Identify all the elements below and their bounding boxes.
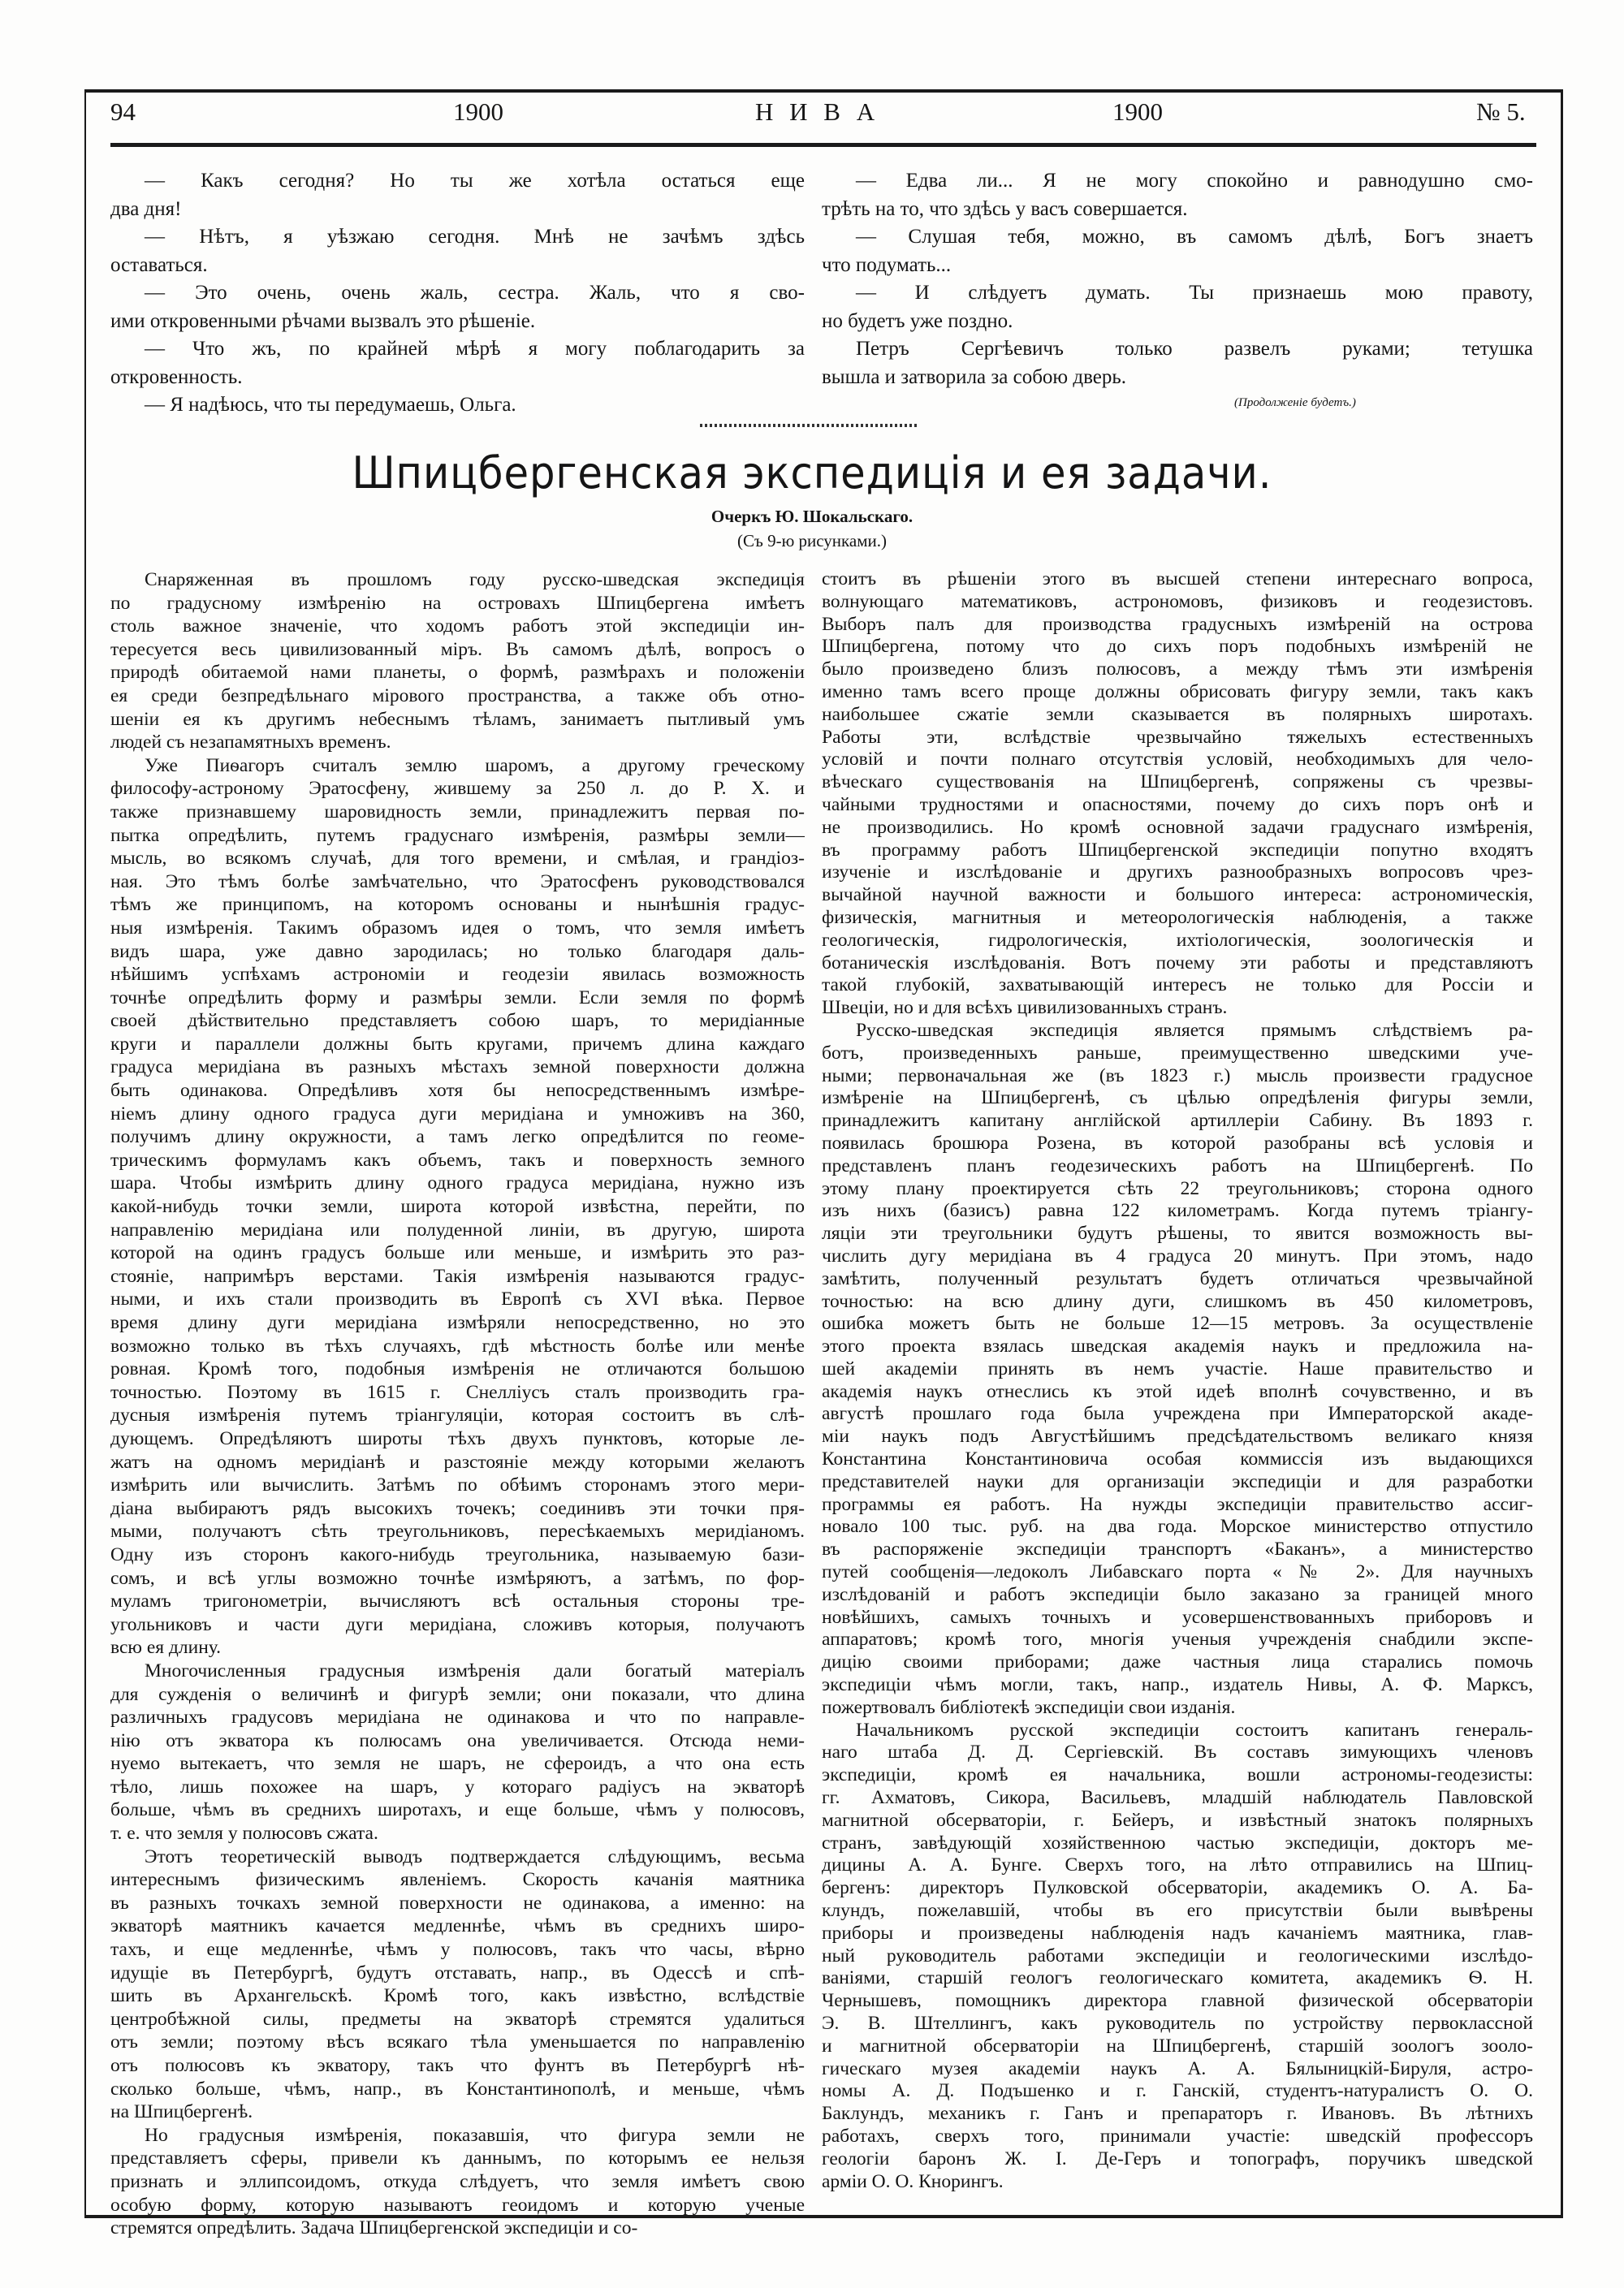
issue-number: № 5. (1476, 97, 1526, 126)
article-line: Снаряженная въ прошломъ году русско-шведская экспедиція (145, 569, 805, 590)
article-line: представляетъ сферы, привели къ даннымъ, по которымъ ее нельзя (110, 2148, 805, 2169)
article-line: геологическія, гидрологическія, ихтіологическія, зоологическія и (822, 929, 1533, 951)
article-paragraph (110, 1846, 805, 2124)
article-line: жатъ на одномъ меридіанѣ и разстояніе между которыми желаютъ (110, 1451, 805, 1473)
header-year-right: 1900 (1112, 97, 1163, 126)
article-byline: Очеркъ Ю. Шокальскаго. (710, 507, 914, 526)
article-line: различныхъ градусовъ меридіана не одинакова и что по направле- (110, 1707, 805, 1729)
article-line: сколько больше, чѣмъ, напр., въ Константинополѣ, и меньше, чѣмъ (110, 2078, 805, 2100)
article-line: ошибка можетъ быть не больше 12—15 метровъ. За осуществленіе (822, 1313, 1533, 1335)
article-line: номы А. Д. Подъшенко и г. Ганскій, студентъ-натуралистъ О. О. (822, 2080, 1533, 2102)
dialog-line: — Это очень, очень жаль, сестра. Жаль, что я сво- (145, 282, 805, 304)
article-line: Шпицбергена, потому что до сихъ поръ подобныхъ измѣреній не (822, 636, 1533, 658)
article-line: бергенъ: директоръ Пулковской обсерваторіи, академикъ О. А. Ба- (822, 1877, 1533, 1899)
section-divider (700, 424, 919, 427)
article-line: изученіе и изслѣдованіе и другихъ разнообразныхъ вопросовъ чрез- (822, 861, 1533, 883)
article-line: изслѣдованій и работъ экспедиціи было заказано за границей много (822, 1583, 1533, 1605)
article-line: этому плану проектируется сѣть 22 треугольниковъ; сторона одного (822, 1177, 1533, 1199)
article-line: принадлежитъ капитану англійской артиллеріи Сабину. Въ 1893 г. (822, 1110, 1533, 1132)
dialog-line: — Какъ сегодня? Но ты же хотѣла остаться еще (145, 170, 805, 192)
frame-right-rule (1561, 89, 1563, 2218)
article-right-column (822, 568, 1533, 2193)
dialog-paragraph (110, 167, 805, 223)
dialog-line: — Слушая тебя, можно, въ самомъ дѣлѣ, Богъ знаетъ (856, 226, 1533, 248)
article-title: Шпицбергенская экспедиція и ея задачи. (352, 447, 1272, 499)
article-line: ная. Это тѣмъ болѣе замѣчательно, что Эратосфенъ руководствовался (110, 870, 805, 892)
article-line: экваторѣ маятникъ качается медленнѣе, чѣмъ въ среднихъ широ- (110, 1915, 805, 1937)
article-line: круги и параллели должны быть кругами, причемъ длина каждаго (110, 1033, 805, 1055)
article-line: экспедиціи, кромѣ ея начальника, вошли астрономы-геодезисты: (822, 1764, 1533, 1786)
article-line: больше, чѣмъ въ среднихъ широтахъ, и еще больше, чѣмъ у полюсовъ, (110, 1799, 805, 1821)
article-line: программы ея работъ. На нужды экспедиціи правительство ассиг- (822, 1493, 1533, 1515)
article-line: приборы и произведены наблюденія надъ качаніемъ маятника, глав- (822, 1922, 1533, 1944)
article-line: какой-нибудь точки земли, широта которой извѣстна, перейти, по (110, 1196, 805, 1218)
article-line: шей академіи принять въ немъ участіе. Наше правительство и (822, 1358, 1533, 1379)
article-line: представителей науки для организаціи экспедиціи и для разработки (822, 1470, 1533, 1492)
article-paragraph (110, 1660, 805, 1846)
article-line: Начальникомъ русской экспедиціи состоитъ капитанъ генераль- (856, 1719, 1533, 1741)
article-line: работахъ, сверхъ того, принимали участіе: шведскій профессоръ (822, 2125, 1533, 2147)
article-line: своей дѣйствительно представляетъ собою шаръ, то меридіанные (110, 1010, 805, 1032)
article-line: новѣйшихъ, самыхъ точныхъ и усовершенствованныхъ приборовъ и (822, 1606, 1533, 1628)
article-line: всю ея длину. (110, 1637, 222, 1659)
article-line: для сужденія о величинѣ и фигурѣ земли; они показали, что длина (110, 1683, 805, 1705)
article-line: Выборъ палъ для производства градусныхъ измѣреній на острова (822, 613, 1533, 635)
article-illustrations-note: (Съ 9-ю рисунками.) (736, 531, 888, 550)
article-line: вычайной научной важности и большого интереса: астрономическія, (822, 884, 1533, 906)
dialog-left-column (110, 167, 805, 420)
article-line: измѣреніе на Шпицбергенѣ, съ цѣлью опредѣленія фигуры земли, (822, 1087, 1533, 1109)
article-line: центробѣжной силы, предметы на экваторѣ стремятся удалиться (110, 2008, 805, 2030)
article-line: такой глубокій, захватывающій интересъ не только для Россіи и (822, 974, 1533, 996)
article-paragraph (110, 568, 805, 754)
article-line: пытка опредѣлить, путемъ градуснаго измѣренія, размѣры земли— (110, 824, 805, 846)
article-line: шить въ Архангельскѣ. Кромѣ того, какъ извѣстно, вслѣдствіе (110, 1985, 805, 2007)
article-line: дусныя измѣренія путемъ тріангуляціи, которая состоитъ въ слѣ- (110, 1405, 805, 1427)
article-line: міи наукъ подъ Августѣйшимъ предсѣдательствомъ великаго князя (822, 1426, 1533, 1448)
article-line: экспедиціи чѣмъ могли, такъ, напр., издатель Нивы, А. Ф. Марксъ, (822, 1674, 1533, 1696)
article-line: мыми, получаютъ сѣть треугольниковъ, пересѣкаемыхъ меридіаномъ. (110, 1521, 805, 1543)
article-line: которой на одинъ градусъ больше или меньше, и измѣрить это раз- (110, 1242, 805, 1264)
dialog-line: — Что жъ, по крайней мѣрѣ я могу поблагодарить за (145, 338, 805, 360)
article-line: въ программу работъ Шпицбергенской экспедиціи попутно входятъ (822, 839, 1533, 861)
article-line: шеніи ея къ другимъ небеснымъ тѣламъ, занимаетъ пытливый умъ (110, 708, 805, 730)
article-line: ваніями, старшій геологъ геологическаго комитета, академикъ Ѳ. Н. (822, 1967, 1533, 1989)
header-rule (110, 143, 1536, 147)
article-paragraph (822, 1020, 1533, 1720)
dialog-line: — Нѣтъ, я уѣзжаю сегодня. Мнѣ не зачѣмъ здѣсь (145, 226, 805, 248)
article-line: въ разныхъ точкахъ земной поверхности не одинакова, а именно: на (110, 1892, 805, 1914)
article-line: особую форму, которую называютъ геоидомъ и которую ученые (110, 2194, 805, 2216)
article-line: Швеціи, но и для всѣхъ цивилизованныхъ странъ. (822, 997, 1228, 1019)
article-line: ботъ, произведенныхъ раньше, преимущественно шведскими уче- (822, 1042, 1533, 1064)
article-line: стояніе, напримѣръ верстами. Такія измѣренія называются градус- (110, 1265, 805, 1287)
article-line: ея среди безпредѣльнаго мірового пространства, а также объ отно- (110, 684, 805, 706)
dialog-paragraph (822, 279, 1533, 335)
article-line: стремятся опредѣлить. Задача Шпицбергенской экспедиціи и со- (110, 2217, 638, 2239)
article-line: шара. Чтобы измѣрить длину одного градуса меридіана, нужно изъ (110, 1172, 805, 1194)
article-line: интереснымъ физическимъ явленіемъ. Скорость качанія маятника (110, 1869, 805, 1891)
article-line: въ распоряженіе экспедиціи транспортъ «Баканъ», а министерство (822, 1539, 1533, 1561)
article-line: также признавшему шаровидность земли, принадлежитъ первая по- (110, 801, 805, 822)
dialog-paragraph (110, 391, 805, 420)
article-line: муламъ тригонометріи, вычисляютъ всѣ остальныя стороны тре- (110, 1591, 805, 1612)
article-line: физическія, магнитныя и метеорологическія наблюденія, а также (822, 906, 1533, 928)
dialog-paragraph (822, 335, 1533, 391)
article-line: наибольшее сжатіе земли сказывается въ полярныхъ широтахъ. (822, 703, 1533, 725)
dialog-line: оставаться. (110, 253, 208, 276)
article-line: дицины А. А. Бунге. Сверхъ того, на лѣто отправились на Шпиц- (822, 1854, 1533, 1876)
dialog-line: ими откровенными рѣчами вызвалъ это рѣшеніе. (110, 309, 536, 332)
article-line: діана выбираютъ рядъ высокихъ точекъ; соединивъ эти точки пря- (110, 1497, 805, 1519)
article-line: ботаническія изслѣдованія. Вотъ почему эти работы и представляютъ (822, 952, 1533, 973)
article-line: направленію меридіана или полуденной линіи, въ другую, широта (110, 1219, 805, 1241)
article-line: замѣтить, полученный результатъ будетъ отличаться чрезвычайной (822, 1267, 1533, 1289)
article-line: странъ, завѣдующій хозяйственною частью экспедиціи, докторъ ме- (822, 1832, 1533, 1854)
article-line: по градусному измѣренію на островахъ Шпицбергена имѣетъ (110, 592, 805, 614)
article-line: Константина Константиновича особая коммиссія изъ выдающихся (822, 1448, 1533, 1470)
article-line: Баклундъ, механикъ г. Ганъ и препараторъ г. Ивановъ. Въ лѣтнихъ (822, 2103, 1533, 2125)
article-line: тересуется весь цивилизованный міръ. Въ самомъ дѣлѣ, вопросъ о (110, 638, 805, 660)
article-line: возможно только въ тѣхъ случаяхъ, гдѣ мѣстность болѣе или менѣе (110, 1335, 805, 1357)
article-line: академія наукъ отнеслись къ этой идеѣ вполнѣ сочувственно, и въ (822, 1380, 1533, 1402)
article-line: изъ нихъ (базисъ) равна 122 километрамъ. Когда путемъ тріангу- (822, 1200, 1533, 1222)
article-line: новало 100 тыс. руб. на два года. Морское министерство отпустило (822, 1516, 1533, 1538)
dialog-line: два дня! (110, 197, 182, 220)
dialog-line: Петръ Сергѣевичъ только развелъ руками; тетушка (856, 338, 1533, 360)
article-line: градуса меридіана въ разныхъ мѣстахъ земной поверхности должна (110, 1056, 805, 1078)
article-line: угольниковъ и части дуги меридіана, сложивъ которыя, получаютъ (110, 1613, 805, 1635)
article-line: на Шпицбергенѣ. (110, 2101, 253, 2123)
article-line: клундъ, пожелавшій, чтобы въ его присутствіи были вывѣрены (822, 1900, 1533, 1922)
dialog-paragraph (822, 167, 1533, 223)
article-line: августѣ прошлаго года была учреждена при Императорской акаде- (822, 1403, 1533, 1425)
article-line: трическимъ формуламъ какъ объемъ, такъ и поверхность земного (110, 1149, 805, 1171)
article-line: измѣрить или вычислить. Затѣмъ по обѣимъ сторонамъ этого мери- (110, 1474, 805, 1496)
article-line: ными; первоначальная же (въ 1823 г.) мысль произвести градусное (822, 1064, 1533, 1086)
article-line: дующемъ. Опредѣляютъ широты тѣхъ двухъ пунктовъ, которые ле- (110, 1427, 805, 1449)
article-line: Работы эти, вслѣдствіе чрезвычайно тяжелыхъ естественныхъ (822, 726, 1533, 748)
frame-left-rule (84, 89, 86, 2218)
article-line: и магнитной обсерваторіи на Шпицбергенѣ, старшій зоологъ зооло- (822, 2035, 1533, 2057)
article-line: Одну изъ сторонъ какого-нибудь треугольника, называемую бази- (110, 1543, 805, 1565)
dialog-paragraph (110, 335, 805, 391)
article-line: ный руководитель работами экспедиціи и геологическими изслѣдо- (822, 1945, 1533, 1966)
article-line: т. е. что земля у полюсовъ сжата. (110, 1823, 378, 1845)
dialog-line: но будетъ уже поздно. (822, 309, 1013, 332)
article-line: не производились. Но кромѣ основной задачи градуснаго измѣренія, (822, 816, 1533, 838)
dialog-line: что подумать... (822, 253, 952, 276)
article-line: появилась брошюра Розена, въ которой разобраны всѣ условія и (822, 1132, 1533, 1154)
dialog-paragraph (110, 223, 805, 279)
article-line: видъ шара, уже давно зародилась; но только благодаря даль- (110, 940, 805, 962)
article-line: нуемо вытекаетъ, что земля не шаръ, не сфероидъ, а что она есть (110, 1753, 805, 1775)
article-line: философу-астроному Эратосфену, жившему за 250 л. до Р. Х. и (110, 778, 805, 800)
dialog-paragraph (822, 223, 1533, 279)
article-line: Чернышевъ, помощникъ директора главной физической обсерваторіи (822, 1990, 1533, 2012)
article-line: точностью: на всю длину дуги, слишкомъ въ 450 километровъ, (822, 1290, 1533, 1312)
article-line: именно тамъ всего проще должны обрисовать фигуру земли, такъ какъ (822, 680, 1533, 702)
article-line: людей съ незапамятныхъ временъ. (110, 732, 391, 753)
dialog-right-column (822, 167, 1533, 391)
article-line: ными, и ихъ стали производить въ Европѣ съ XVI вѣка. Первое (110, 1289, 805, 1310)
dialog-line: вышла и затворила за собою дверь. (822, 365, 1126, 388)
article-line: ныя измѣренія. Такимъ образомъ идея о томъ, что земля имѣетъ (110, 917, 805, 939)
article-line: тѣмъ же принципомъ, на которомъ основаны и нынѣшнія градус- (110, 894, 805, 916)
article-line: чайными трудностями и опасностями, почему до сихъ поръ онѣ и (822, 793, 1533, 815)
dialog-line: — И слѣдуетъ думать. Ты признаешь мою правоту, (856, 282, 1533, 304)
article-line: получимъ длину окружности, а тамъ легко опредѣлится по геоме- (110, 1126, 805, 1148)
article-line: вѣческаго существованія на Шпицбергенѣ, сопряжены съ чрезвы- (822, 771, 1533, 793)
article-line: арміи О. О. Кнорингъ. (822, 2170, 1004, 2192)
article-line: ніемъ длину одного градуса дуги меридіана и умноживъ на 360, (110, 1103, 805, 1125)
article-line: волнующаго математиковъ, астрономовъ, физиковъ и геодезистовъ. (822, 590, 1533, 612)
article-line: пожертвовалъ библіотекѣ экспедиціи свои изданія. (822, 1696, 1236, 1718)
article-line: путей сообщенія—ледоколъ Либавскаго порта «№ 2». Для научныхъ (822, 1561, 1533, 1583)
dialog-line: — Едва ли... Я не могу спокойно и равнодушно смо- (856, 170, 1533, 192)
article-line: аппаратовъ; кромѣ того, многія ученыя учрежденія снабдили экспе- (822, 1629, 1533, 1651)
article-line: тѣло, лишь похожее на шаръ, у котораго радіусъ на экваторѣ (110, 1776, 805, 1798)
article-line: дицію своими приборами; даже частныя лица старались помочь (822, 1651, 1533, 1673)
article-line: природѣ обитаемой нами планеты, о формѣ, размѣрахъ и положеніи (110, 662, 805, 684)
article-line: Но градусныя измѣренія, показавшія, что фигура земли не (145, 2124, 805, 2146)
article-paragraph (822, 568, 1533, 1020)
header-year-left: 1900 (453, 97, 503, 126)
article-line: время длину дуги меридіана измѣряли непосредственно, но это (110, 1312, 805, 1333)
article-paragraph (110, 2124, 805, 2240)
page-number: 94 (110, 97, 136, 126)
article-line: Многочисленныя градусныя измѣренія дали богатый матеріалъ (145, 1660, 805, 1681)
article-line: быть одинакова. Опредѣливъ хотя бы непосредственнымъ измѣре- (110, 1080, 805, 1102)
article-line: точностью. Поэтому въ 1615 г. Снелліусъ сталъ производить гра- (110, 1381, 805, 1403)
article-line: гическаго музея академіи наукъ А. А. Бялыницкій-Бируля, астро- (822, 2057, 1533, 2079)
article-line: отъ полюсовъ къ экватору, такъ что фунтъ въ Петербургѣ нѣ- (110, 2055, 805, 2076)
article-line: гг. Ахматовъ, Сикора, Васильевъ, младшій наблюдатель Павловской (822, 1787, 1533, 1809)
article-line: условій и почти полнаго отсутствія условій, необходимыхъ для чело- (822, 749, 1533, 771)
article-paragraph (822, 1720, 1533, 2194)
article-line: нѣйшимъ успѣхамъ астрономіи и геодезіи явилась возможность (110, 964, 805, 986)
article-line: магнитной обсерваторіи, г. Бейеръ, и извѣстный знатокъ полярныхъ (822, 1809, 1533, 1831)
article-line: признать и эллипсоидомъ, откуда слѣдуетъ, что земля имѣетъ свою (110, 2170, 805, 2192)
article-line: идущіе въ Петербургѣ, будутъ отставать, напр., въ Одессѣ и спѣ- (110, 1962, 805, 1984)
article-line: этого проекта взялась шведская академія наукъ и предложила на- (822, 1336, 1533, 1358)
article-line: стоитъ въ рѣшеніи этого въ высшей степени интереснаго вопроса, (822, 568, 1533, 589)
article-line: наго штаба Д. Д. Сергіевскій. Въ составъ зимующихъ членовъ (822, 1742, 1533, 1763)
article-line: было произведено близъ полюсовъ, а между тѣмъ эти измѣренія (822, 658, 1533, 680)
article-line: нію отъ экватора къ полюсамъ она увеличивается. Отсюда неми- (110, 1729, 805, 1751)
article-line: Русско-шведская экспедиція является прямымъ слѣдствіемъ ра- (856, 1019, 1533, 1041)
dialog-line: откровенность. (110, 365, 243, 388)
journal-title: Н И В А (755, 97, 880, 126)
article-left-column (110, 568, 805, 2240)
article-line: ляціи эти треугольники будутъ рѣшены, то явится возможность вы- (822, 1223, 1533, 1245)
article-line: Этотъ теоретическій выводъ подтверждается слѣдующимъ, весьма (145, 1846, 805, 1867)
article-line: столь важное значеніе, что ходомъ работъ этой экспедиціи ин- (110, 615, 805, 637)
to-be-continued-note: (Продолженіе будетъ.) (1234, 396, 1356, 409)
article-line: сомъ, и всѣ углы возможно точнѣе измѣряютъ, а затѣмъ, по фор- (110, 1567, 805, 1589)
article-line: мысль, во всякомъ случаѣ, для того времени, и смѣлая, и грандіоз- (110, 848, 805, 870)
article-line: ровная. Кромѣ того, подобныя измѣренія не отличаются большою (110, 1358, 805, 1380)
article-line: геологіи баронъ Ж. І. Де-Геръ и топографъ, поручикъ шведской (822, 2148, 1533, 2169)
article-line: числить дугу меридіана въ 4 градуса 20 минутъ. При этомъ, надо (822, 1245, 1533, 1267)
article-line: точнѣе опредѣлить форму и размѣры земли. Если земля по формѣ (110, 986, 805, 1008)
dialog-line: — Я надѣюсь, что ты передумаешь, Ольга. (145, 394, 516, 416)
article-line: тахъ, и еще медленнѣе, чѣмъ у полюсовъ, такъ что часы, вѣрно (110, 1939, 805, 1961)
article-line: представленъ планъ геодезическихъ работъ на Шпицбергенѣ. По (822, 1155, 1533, 1176)
frame-top-rule (84, 89, 1562, 93)
article-line: отъ земли; поэтому вѣсъ всякаго тѣла уменьшается по направленію (110, 2031, 805, 2053)
article-line: Уже Пиѳагоръ считалъ землю шаромъ, а другому греческому (145, 754, 805, 776)
dialog-paragraph (110, 279, 805, 335)
article-paragraph (110, 754, 805, 1660)
dialog-line: трѣть на то, что здѣсь у васъ совершается. (822, 197, 1188, 220)
article-line: Э. В. Штеллингъ, какъ руководитель по устройству первоклассной (822, 2013, 1533, 2034)
